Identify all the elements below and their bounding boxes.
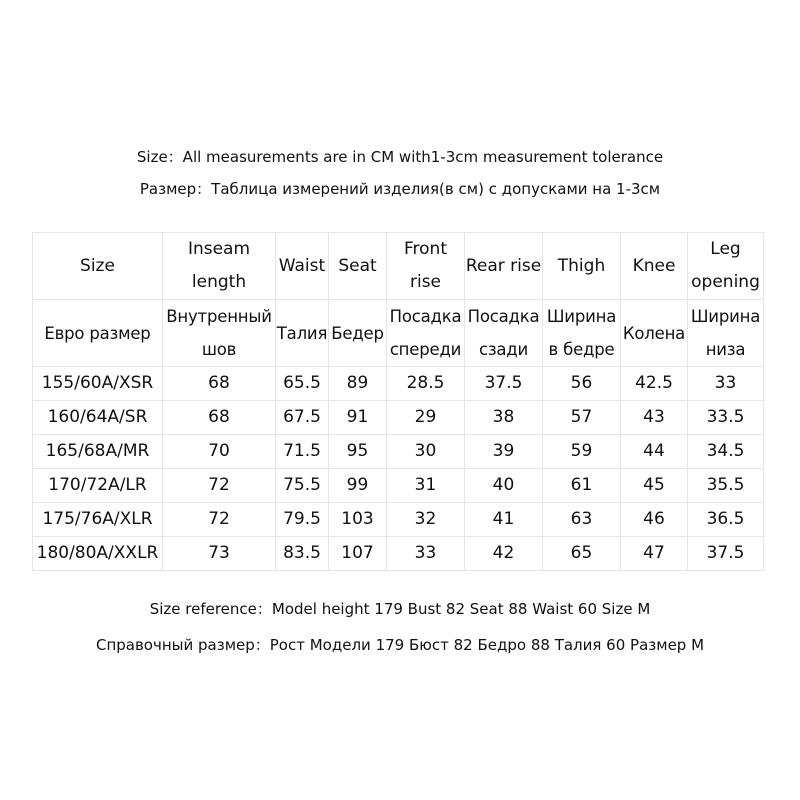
header-text-line: Inseam: [187, 239, 251, 259]
header-text-line: низа: [705, 340, 746, 359]
column-header-ru: [465, 300, 543, 367]
measurement-cell: 72: [163, 469, 276, 503]
column-header: [621, 233, 688, 300]
column-header-ru: [543, 300, 621, 367]
measurement-cell: 33: [387, 537, 465, 571]
measurement-cell: 42.5: [621, 367, 688, 401]
measurement-cell: 68: [163, 401, 276, 435]
column-header: [33, 233, 163, 300]
size-label-cell: 155/60A/XSR: [33, 367, 163, 401]
header-text-line: opening: [691, 272, 760, 292]
measurement-cell: 65: [543, 537, 621, 571]
header-text-line: Front: [404, 239, 447, 259]
measurement-cell: 31: [387, 469, 465, 503]
measurement-cell: 65.5: [276, 367, 329, 401]
measurement-cell: 73: [163, 537, 276, 571]
measurement-note-en: Size：All measurements are in CM with1-3cm measurement tolerance: [136, 148, 664, 166]
size-chart-body: [33, 233, 764, 571]
measurement-cell: 72: [163, 503, 276, 537]
measurement-cell: 95: [329, 435, 387, 469]
measurement-cell: 91: [329, 401, 387, 435]
measurement-cell: 67.5: [276, 401, 329, 435]
measurement-cell: 36.5: [688, 503, 764, 537]
measurement-cell: 40: [465, 469, 543, 503]
measurement-cell: 59: [543, 435, 621, 469]
column-header: [387, 233, 465, 300]
column-header-ru: [688, 300, 764, 367]
measurement-cell: 107: [329, 537, 387, 571]
header-text-line: Бедер: [331, 323, 384, 343]
table-row: [33, 401, 764, 435]
column-header: [543, 233, 621, 300]
size-label-cell: 160/64A/SR: [33, 401, 163, 435]
measurement-cell: 61: [543, 469, 621, 503]
header-text-line: Size: [80, 255, 115, 276]
column-header: [329, 233, 387, 300]
measurement-cell: 47: [621, 537, 688, 571]
measurement-note-ru: Размер：Таблица измерений изделия(в см) с допусками на 1-3см: [139, 180, 661, 198]
size-label-cell: 170/72A/LR: [33, 469, 163, 503]
column-header-ru: [163, 300, 276, 367]
measurement-cell: 68: [163, 367, 276, 401]
header-text-line: Leg: [710, 239, 741, 259]
table-row: [33, 435, 764, 469]
table-row: [33, 469, 764, 503]
size-label-cell: 175/76A/XLR: [33, 503, 163, 537]
size-reference-en: Size reference：Model height 179 Bust 82 Seat 88 Waist 60 Size M: [149, 600, 651, 618]
header-text-line: сзади: [478, 340, 529, 359]
measurement-cell: 34.5: [688, 435, 764, 469]
measurement-cell: 46: [621, 503, 688, 537]
measurement-cell: 29: [387, 401, 465, 435]
measurement-cell: 70: [163, 435, 276, 469]
measurement-cell: 79.5: [276, 503, 329, 537]
measurement-cell: 38: [465, 401, 543, 435]
header-text-line: Thigh: [557, 255, 606, 276]
header-text-line: Талия: [276, 323, 328, 343]
header-text-line: шов: [201, 340, 237, 359]
column-header-ru: [387, 300, 465, 367]
header-text-line: Ширина: [690, 307, 761, 326]
measurement-cell: 75.5: [276, 469, 329, 503]
column-header: [163, 233, 276, 300]
measurement-cell: 37.5: [465, 367, 543, 401]
measurement-cell: 32: [387, 503, 465, 537]
header-text-line: Евро размер: [44, 323, 151, 343]
measurement-cell: 83.5: [276, 537, 329, 571]
measurement-cell: 30: [387, 435, 465, 469]
measurement-cell: 63: [543, 503, 621, 537]
column-header-ru: [33, 300, 163, 367]
measurement-cell: 43: [621, 401, 688, 435]
header-row-ru: [33, 300, 764, 367]
size-reference-ru: Справочный размер：Рост Модели 179 Бюст 82 Бедро 88 Талия 60 Размер M: [95, 636, 705, 654]
header-text-line: Rear rise: [465, 255, 542, 276]
header-text-line: Knee: [632, 255, 676, 276]
measurement-cell: 33.5: [688, 401, 764, 435]
measurement-cell: 33: [688, 367, 764, 401]
header-text-line: rise: [409, 272, 442, 292]
measurement-cell: 89: [329, 367, 387, 401]
measurement-cell: 56: [543, 367, 621, 401]
table-row: [33, 537, 764, 571]
measurement-cell: 71.5: [276, 435, 329, 469]
column-header: [276, 233, 329, 300]
measurement-cell: 45: [621, 469, 688, 503]
measurement-cell: 39: [465, 435, 543, 469]
table-row: [33, 503, 764, 537]
header-text-line: спереди: [389, 340, 462, 359]
table-row: [33, 367, 764, 401]
column-header-ru: [276, 300, 329, 367]
header-text-line: Посадка: [389, 307, 462, 326]
size-chart-table: [32, 232, 764, 571]
measurement-cell: 44: [621, 435, 688, 469]
measurement-cell: 57: [543, 401, 621, 435]
column-header: [465, 233, 543, 300]
measurement-cell: 103: [329, 503, 387, 537]
measurement-cell: 42: [465, 537, 543, 571]
measurement-cell: 41: [465, 503, 543, 537]
size-label-cell: 165/68A/MR: [33, 435, 163, 469]
header-text-line: Ширина: [546, 307, 617, 326]
column-header-ru: [329, 300, 387, 367]
header-text-line: length: [191, 272, 247, 292]
header-text-line: в бедре: [548, 340, 615, 359]
column-header-ru: [621, 300, 688, 367]
header-text-line: Посадка: [467, 307, 540, 326]
measurement-cell: 35.5: [688, 469, 764, 503]
measurement-cell: 99: [329, 469, 387, 503]
header-text-line: Seat: [338, 255, 377, 276]
measurement-cell: 37.5: [688, 537, 764, 571]
header-text-line: Внутренный: [166, 307, 272, 326]
header-text-line: Waist: [278, 255, 326, 276]
size-label-cell: 180/80A/XXLR: [33, 537, 163, 571]
measurement-cell: 28.5: [387, 367, 465, 401]
header-row-en: [33, 233, 764, 300]
column-header: [688, 233, 764, 300]
header-text-line: Колена: [622, 323, 686, 343]
